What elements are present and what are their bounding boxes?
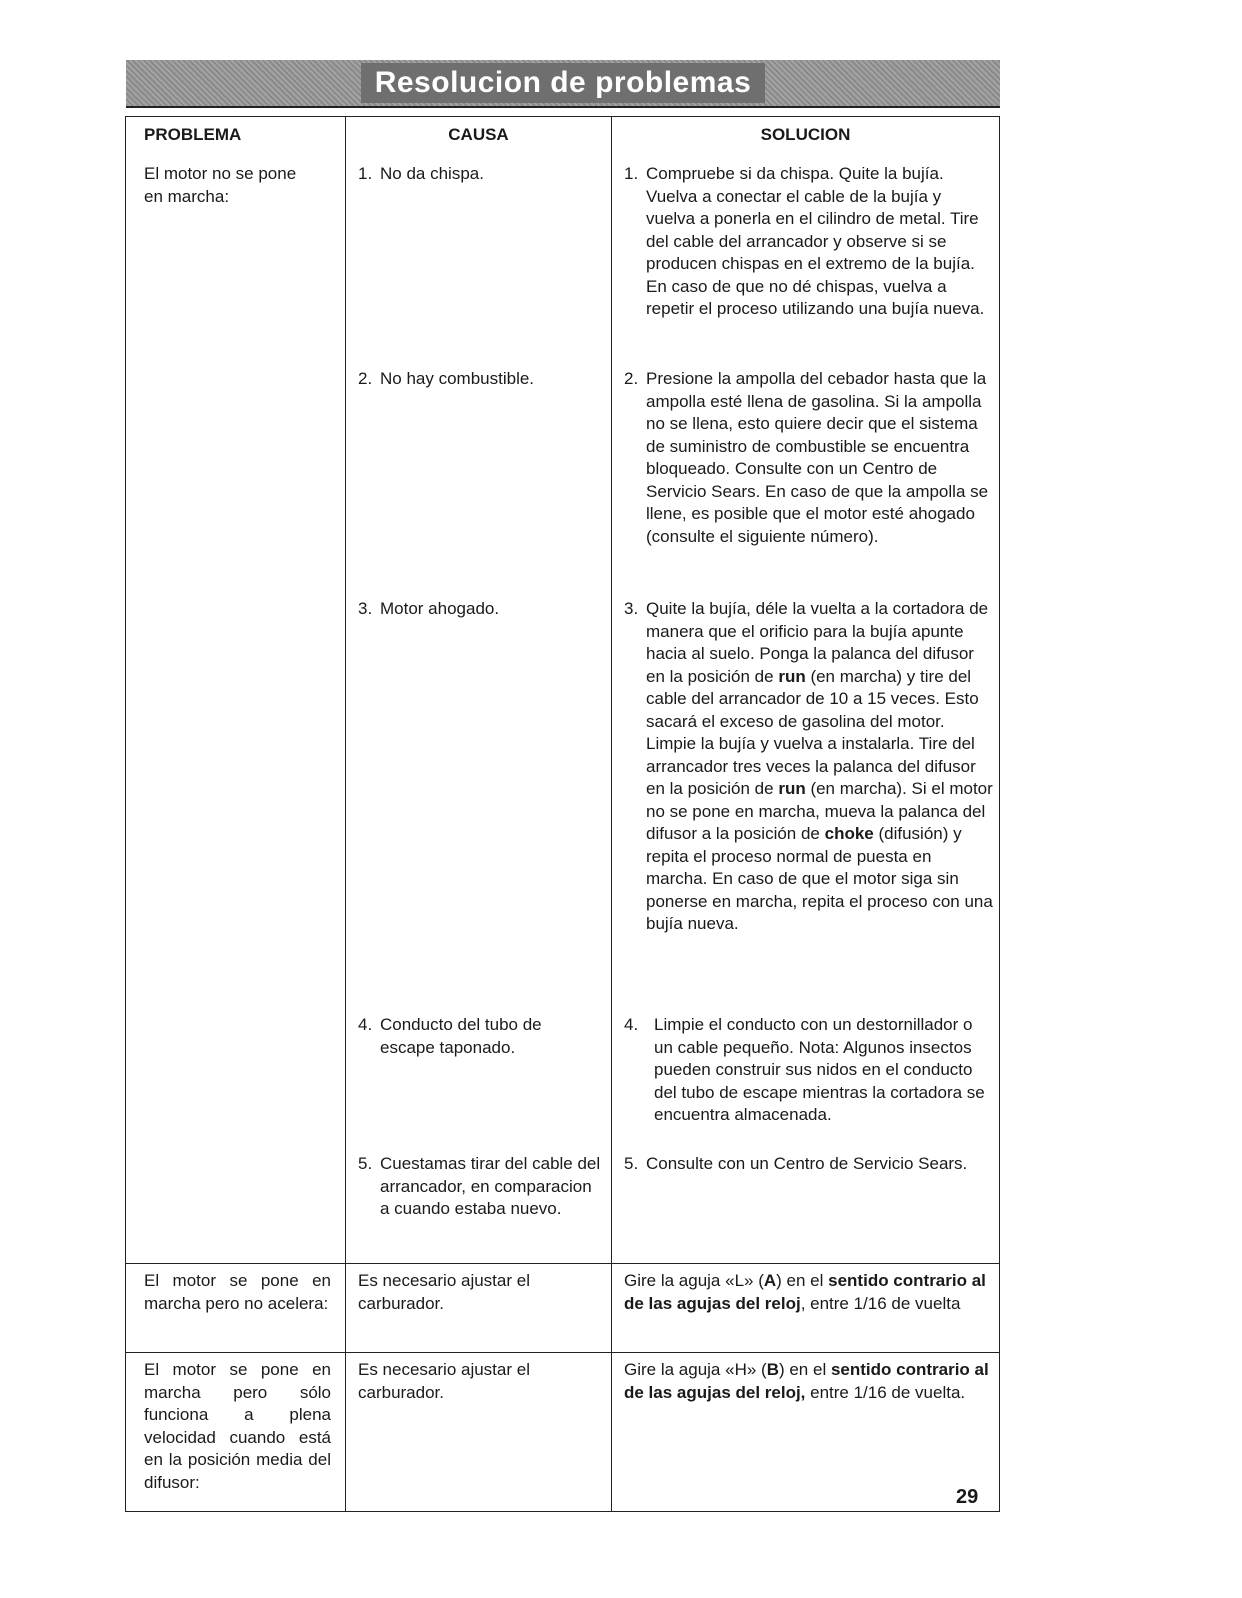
solution-text: Gire la aguja «H» (B) en el sentido contrario al de las agujas del reloj, entre 1/16 de vuelta. — [624, 1360, 989, 1402]
cause-text: Motor ahogado. — [380, 599, 500, 619]
page-number: 29 — [956, 1486, 979, 1508]
solution-cell — [612, 598, 1000, 1014]
cause-cell — [346, 163, 612, 368]
cause-cell — [346, 1264, 612, 1353]
solution-cell — [612, 1353, 1000, 1512]
list-number: 1. — [624, 164, 639, 183]
list-number: 3. — [358, 599, 373, 619]
solution-text: Presione la ampolla del cebador hasta que la ampolla esté llena de gasolina. Si la ampolla no se llena, esto quiere decir que el sistema de suministro de combustible se encuentra bloqueado. Consulte con un Centro de Servicio Sears. En caso de que la ampolla se llene, es posible que el motor esté ahogado (consulte el siguiente número). — [646, 369, 989, 546]
problem-text: El motor se pone en marcha pero no acelera: — [144, 1271, 331, 1313]
cause-text: Cuestamas tirar del cable del arrancador, en comparacion a cuando estaba nuevo. — [380, 1154, 601, 1219]
column-header-cause: CAUSA — [346, 117, 612, 164]
solution-cell — [612, 1153, 1000, 1263]
troubleshooting-table — [125, 116, 999, 1512]
solution-cell — [612, 1264, 1000, 1353]
solution-text: Consulte con un Centro de Servicio Sears. — [646, 1154, 968, 1174]
list-number: 4. — [358, 1015, 373, 1035]
cause-text: Es necesario ajustar el carburador. — [358, 1360, 530, 1402]
section-banner — [126, 60, 1000, 108]
solution-text: Quite la bujía, déle la vuelta a la cortadora de manera que el orificio para la bujía apunte hacia al suelo. Ponga la palanca del difusor en la posición de run (en marcha) y tire del cable del arrancador de 10 a 15 veces. Esto sacará el exceso de gasolina del motor. Limpie la bujía y vuelva a instalarla. Tire del arrancador tres veces la palanca del difusor en la posición de run (en marcha). Si el motor no se pone en marcha, mueva la palanca del difusor a la posición de choke (difusión) y repita el proceso normal de puesta en marcha. En caso de que el motor siga sin ponerse en marcha, repita el proceso con una bujía nueva. — [646, 599, 993, 934]
solution-cell — [612, 1014, 1000, 1153]
table-row — [126, 1353, 1000, 1512]
list-number: 5. — [358, 1154, 373, 1174]
cause-cell — [346, 598, 612, 1014]
page-title: Resolucion de problemas — [361, 63, 766, 103]
problem-text: El motor se pone en marcha pero sólo funciona a plena velocidad cuando está en la posición media del difusor: — [144, 1360, 331, 1492]
cause-cell — [346, 1014, 612, 1153]
list-number: 2. — [358, 369, 373, 389]
problem-cell — [126, 1353, 346, 1512]
cause-text: Conducto del tubo de escape taponado. — [380, 1015, 542, 1057]
solution-cell — [612, 163, 1000, 368]
table-row — [126, 163, 1000, 368]
problem-cell — [126, 1264, 346, 1353]
solution-text: Gire la aguja «L» (A) en el sentido contrario al de las agujas del reloj, entre 1/16 de vuelta — [624, 1271, 986, 1313]
list-number: 1. — [358, 164, 373, 183]
cause-cell — [346, 1353, 612, 1512]
table-row — [126, 1264, 1000, 1353]
problem-cell — [126, 163, 346, 1264]
problem-text: El motor no se pone en marcha: — [144, 164, 297, 206]
list-number: 4. — [624, 1015, 639, 1035]
solution-text: Compruebe si da chispa. Quite la bujía. Vuelva a conectar el cable de la bujía y vuelva a ponerla en el cilindro de metal. Tire del cable del arrancador y observe si se producen chispas en el extremo de la bujía. En caso de que no dé chispas, vuelva a repetir el proceso utilizando una bujía nueva. — [646, 164, 985, 318]
cause-cell — [346, 1153, 612, 1263]
list-number: 3. — [624, 599, 639, 619]
list-number: 5. — [624, 1154, 639, 1174]
column-header-solution: SOLUCION — [612, 117, 1000, 164]
column-header-problem: PROBLEMA — [126, 117, 346, 164]
cause-text: No da chispa. — [380, 164, 484, 183]
solution-cell — [612, 368, 1000, 598]
list-number: 2. — [624, 369, 639, 389]
solution-text: Limpie el conducto con un destornillador o un cable pequeño. Nota: Algunos insectos pueden construir sus nidos en el conducto del tubo de escape mientras la cortadora se encuentra almacenada. — [654, 1015, 985, 1125]
cause-text: No hay combustible. — [380, 369, 535, 389]
table-header-row — [126, 117, 1000, 164]
cause-cell — [346, 368, 612, 598]
cause-text: Es necesario ajustar el carburador. — [358, 1271, 530, 1313]
